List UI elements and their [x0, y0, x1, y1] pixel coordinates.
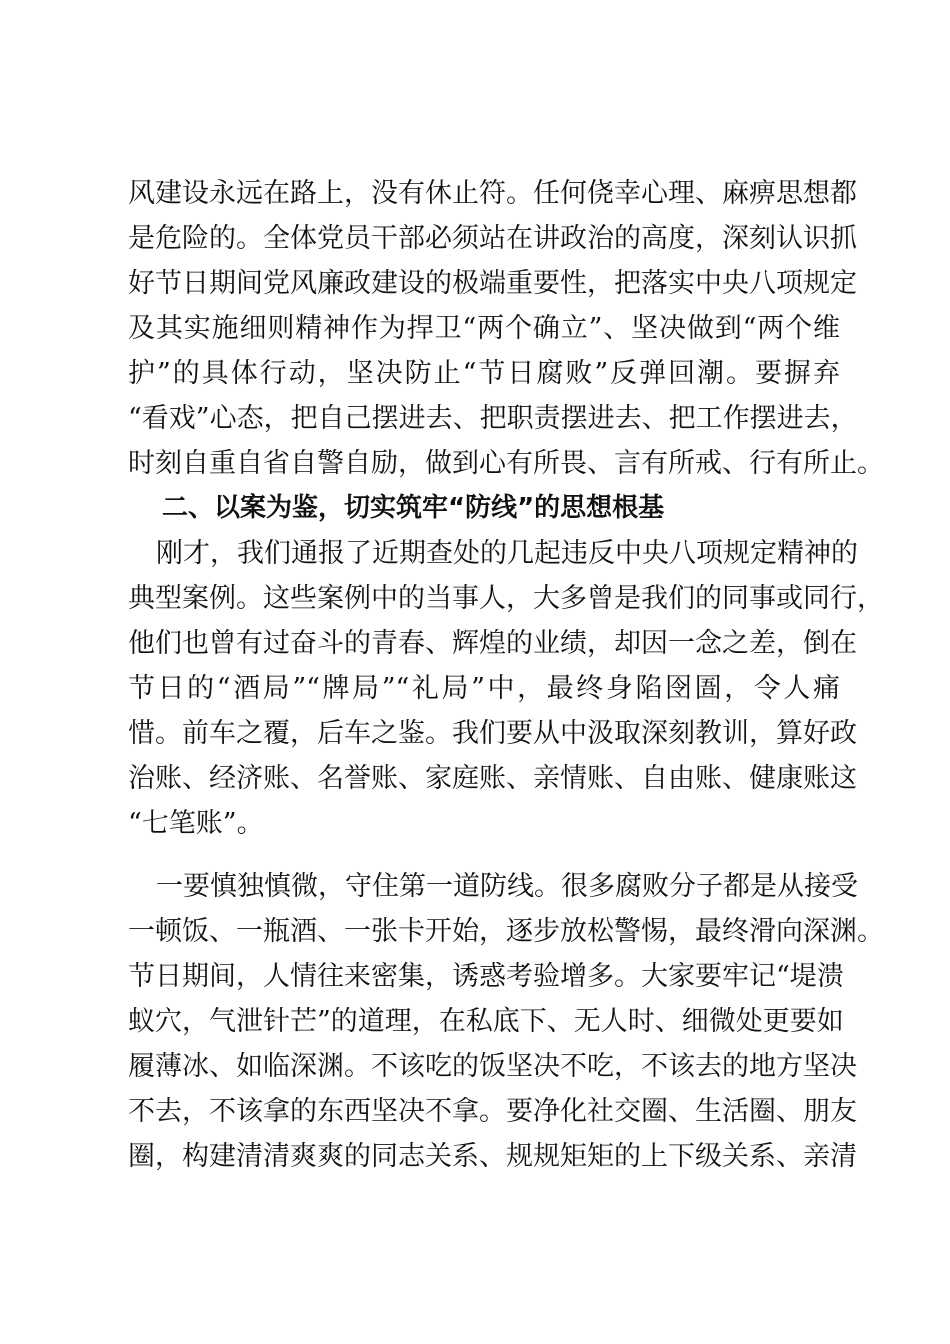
paragraph-line: 时刻自重自省自警自励，做到心有所畏、言有所戒、行有所止。	[128, 448, 884, 479]
paragraph-line: 蚁穴，气泄针芒”的道理，在私底下、无人时、细微处更要如	[128, 1006, 844, 1037]
section-heading: 二、以案为鉴，切实筑牢“防线”的思想根基	[162, 493, 665, 523]
paragraph-line: 不去，不该拿的东西坚决不拿。要净化社交圈、生活圈、朋友	[128, 1096, 857, 1127]
paragraph-line: 节日的“酒局”“牌局”“礼局”中，最终身陷囹圄，令人痛	[128, 673, 840, 704]
paragraph-1	[128, 171, 884, 486]
paragraph-line: 刚才，我们通报了近期查处的几起违反中央八项规定精神的	[156, 538, 858, 569]
paragraph-line: 圈，构建清清爽爽的同志关系、规规矩矩的上下级关系、亲清	[128, 1141, 857, 1172]
paragraph-line: 一顿饭、一瓶酒、一张卡开始，逐步放松警惕，最终滑向深渊。	[128, 916, 884, 947]
paragraph-line: 典型案例。这些案例中的当事人，大多曾是我们的同事或同行，	[128, 583, 884, 614]
paragraph-line: 惜。前车之覆，后车之鉴。我们要从中汲取深刻教训，算好政	[128, 718, 857, 749]
paragraph-line: 治账、经济账、名誉账、家庭账、亲情账、自由账、健康账这	[128, 763, 857, 794]
paragraph-2	[128, 531, 884, 846]
paragraph-line: 一要慎独慎微，守住第一道防线。很多腐败分子都是从接受	[156, 871, 858, 902]
paragraph-line: “看戏”心态，把自己摆进去、把职责摆进去、把工作摆进去，	[128, 403, 858, 434]
paragraph-line: 好节日期间党风廉政建设的极端重要性，把落实中央八项规定	[128, 268, 857, 299]
paragraph-line: 风建设永远在路上，没有休止符。任何侥幸心理、麻痹思想都	[128, 178, 857, 209]
paragraph-line: 履薄冰、如临深渊。不该吃的饭坚决不吃，不该去的地方坚决	[128, 1051, 857, 1082]
paragraph-line: 护”的具体行动，坚决防止“节日腐败”反弹回潮。要摒弃	[128, 358, 840, 389]
paragraph-line: 他们也曾有过奋斗的青春、辉煌的业绩，却因一念之差，倒在	[128, 628, 857, 659]
paragraph-line: 是危险的。全体党员干部必须站在讲政治的高度，深刻认识抓	[128, 223, 857, 254]
paragraph-line: 及其实施细则精神作为捍卫“两个确立”、坚决做到“两个维	[128, 313, 840, 344]
document-body	[128, 171, 884, 1179]
paragraph-line: “七笔账”。	[128, 808, 264, 839]
paragraph-line: 节日期间，人情往来密集，诱惑考验增多。大家要牢记“堤溃	[128, 961, 844, 992]
paragraph-3	[128, 864, 884, 1179]
